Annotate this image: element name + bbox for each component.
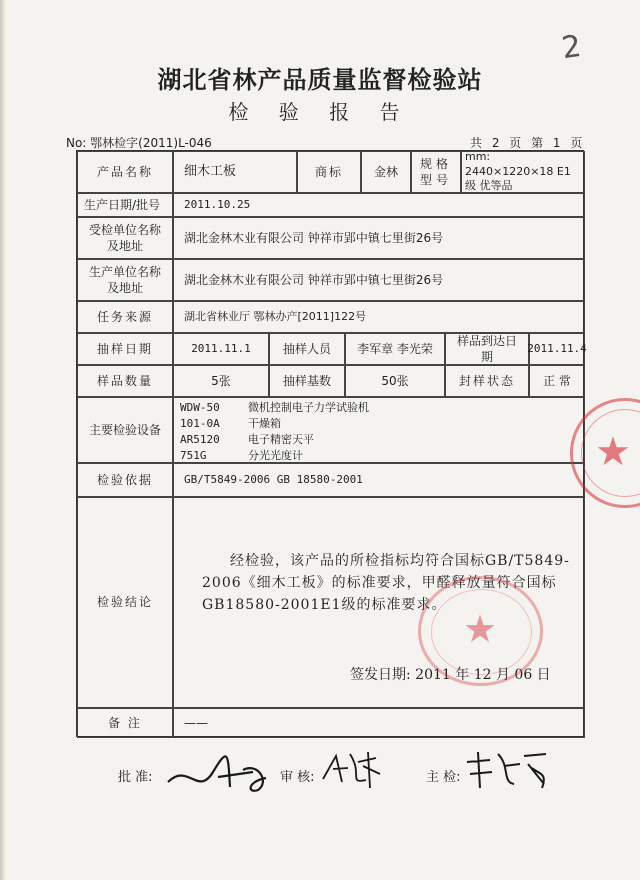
equipment-code: 101-0A [180,417,220,430]
seal-status-label: 封样状态 [445,365,529,397]
production-date-label: 生产日期/批号 [77,193,173,217]
reviewer-signature [318,744,388,794]
trademark-label: 商标 [297,151,361,193]
sampling-date-value: 2011.11.1 [173,333,269,365]
sampling-base-value: 50张 [345,365,445,397]
producer-value: 湖北金林木业有限公司 钟祥市郢中镇七里街26号 [173,259,585,301]
trademark-value: 金林 [361,151,411,193]
issue-date: 签发日期: 2011 年 12 月 06 日 [350,667,551,683]
approver-label: 批 准: [118,770,153,785]
chief-inspector-label: 主 检: [426,770,461,785]
star-icon: ★ [463,607,498,651]
product-name-label: 产品名称 [77,151,173,193]
sample-quantity-label: 样品数量 [77,365,173,397]
page-corner-mark: 2 [559,28,584,67]
basis-value: GB/T5849-2006 GB 18580-2001 [173,463,585,497]
production-date-value: 2011.10.25 [173,193,585,217]
report-subtitle: 检 验 报 告 [228,100,412,124]
seal-status-value: 正 常 [529,365,585,397]
star-icon: ★ [595,429,631,475]
remarks-label: 备 注 [77,708,173,738]
chief-inspector-signature [462,744,552,794]
equipment-item [180,400,369,416]
equipment-name: 分光光度计 [248,449,303,462]
equipment-name: 微机控制电子力学试验机 [248,401,369,414]
producer-label: 生产单位名称及地址 [77,259,173,301]
conclusion-text: 经检验，该产品的所检指标均符合国标GB/T5849-2006《细木工板》的标准要求，甲醛释放量符合国标GB18580-2001E1级的标准要求。 [202,553,570,613]
arrival-date-label: 样品到达日期 [445,333,529,365]
spec-label: 规格型号 [411,151,461,193]
report-title: 湖北省林产品质量监督检验站 [157,66,483,94]
inspected-unit-value: 湖北金林木业有限公司 钟祥市郢中镇七里街26号 [173,217,585,259]
sampling-base-label: 抽样基数 [269,365,345,397]
inspected-unit-label: 受检单位名称及地址 [77,217,173,259]
approver-signature [158,742,278,802]
equipment-item [180,416,281,432]
sampler-value: 李军章 李光荣 [345,333,445,365]
sampler-label: 抽样人员 [269,333,345,365]
equipment-code: AR5120 [180,433,220,446]
reviewer-label: 审 核: [280,770,315,785]
task-source-label: 任务来源 [77,301,173,333]
equipment-item [180,448,303,464]
equipment-name: 干燥箱 [248,417,281,430]
equipment-item [180,432,314,448]
equipment-name: 电子精密天平 [248,433,314,446]
sampling-date-label: 抽样日期 [77,333,173,365]
equipment-code: 751G [180,449,207,462]
task-source-value: 湖北省林业厅 鄂林办产[2011]122号 [173,301,585,333]
equipment-label: 主要检验设备 [77,397,173,463]
inspection-seal-stamp [418,576,543,686]
page-count: 共 2 页 第 1 页 [470,136,583,150]
arrival-date-value: 2011.11.4 [529,333,585,365]
remarks-value: —— [173,708,585,738]
document-number: No: 鄂林检字(2011)L-046 [66,136,212,150]
scan-edge [0,0,6,880]
equipment-code: WDW-50 [180,401,220,414]
product-name-value: 细木工板 [173,151,297,193]
sample-quantity-value: 5张 [173,365,269,397]
basis-label: 检验依据 [77,463,173,497]
conclusion-label: 检验结论 [77,497,173,708]
spec-value: mm: 2440×1220×18 E1级 优等品 [461,151,585,193]
equipment-list [173,397,585,463]
